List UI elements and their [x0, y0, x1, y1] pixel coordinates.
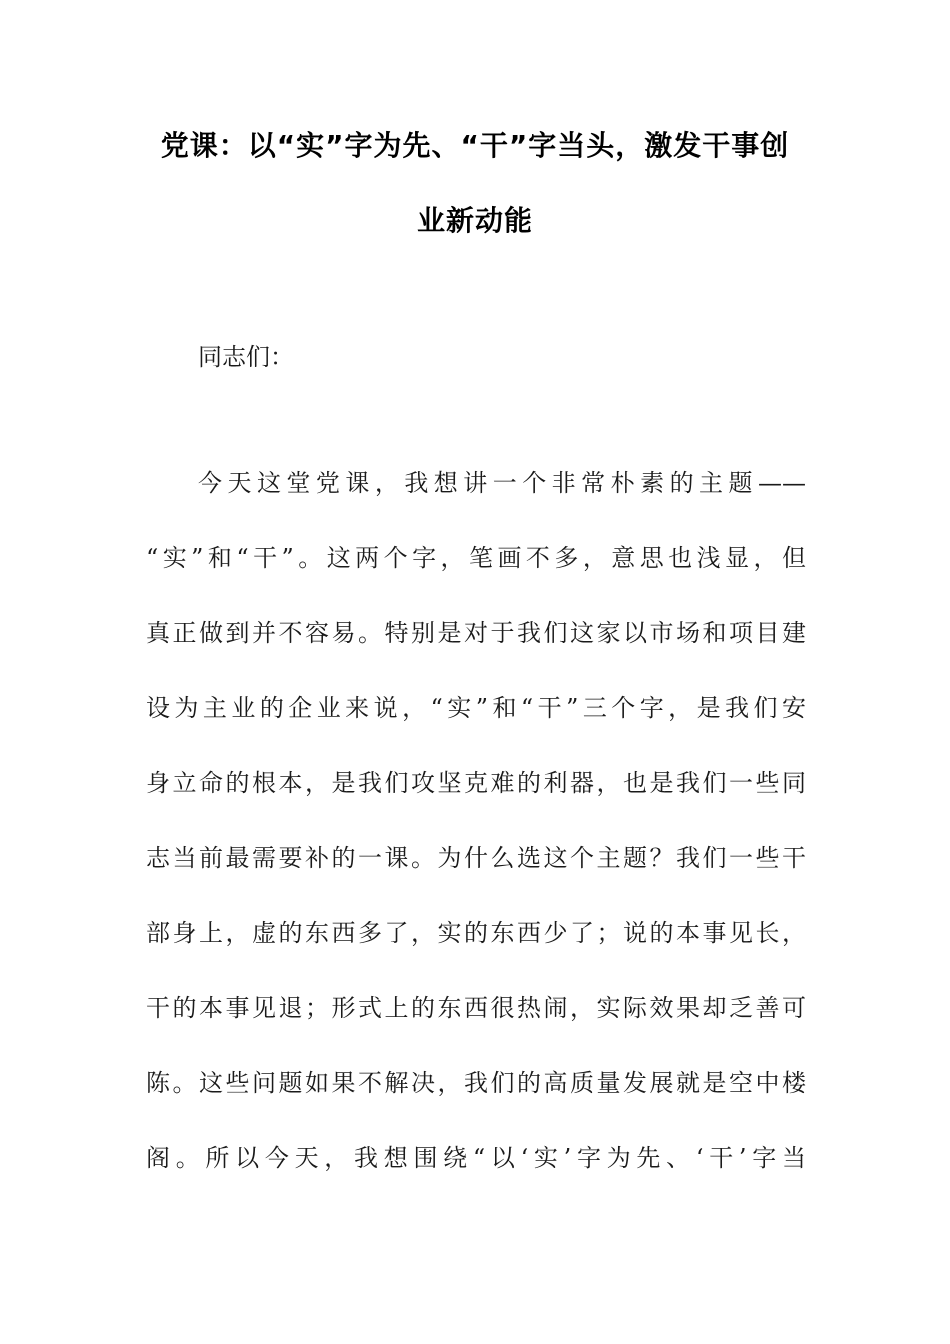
paragraph-line: 干的本事见退；形式上的东西很热闹，实际效果却乏善可: [146, 994, 806, 1022]
paragraph-line: 部身上，虚的东西多了，实的东西少了；说的本事见长，: [146, 919, 806, 947]
paragraph-line: “实”和“干”。这两个字，笔画不多，意思也浅显，但: [146, 544, 806, 572]
paragraph-line: 陈。这些问题如果不解决，我们的高质量发展就是空中楼: [146, 1069, 806, 1097]
paragraph-line: 身立命的根本，是我们攻坚克难的利器，也是我们一些同: [146, 769, 806, 797]
document-title-line-2: 业新动能: [416, 204, 533, 237]
salutation: 同志们：: [198, 343, 294, 371]
paragraph-line: 设为主业的企业来说，“实”和“干”三个字，是我们安: [146, 694, 806, 722]
paragraph-line: 今天这堂党课，我想讲一个非常朴素的主题——: [198, 469, 806, 497]
paragraph-line: 志当前最需要补的一课。为什么选这个主题？我们一些干: [146, 844, 806, 872]
document-title-line-1: 党课：以“实”字为先、“干”字当头，激发干事创: [160, 129, 790, 162]
paragraph-line: 真正做到并不容易。特别是对于我们这家以市场和项目建: [146, 619, 806, 647]
paragraph-line: 阁。所以今天，我想围绕“以‘实’字为先、‘干’字当: [146, 1144, 806, 1172]
